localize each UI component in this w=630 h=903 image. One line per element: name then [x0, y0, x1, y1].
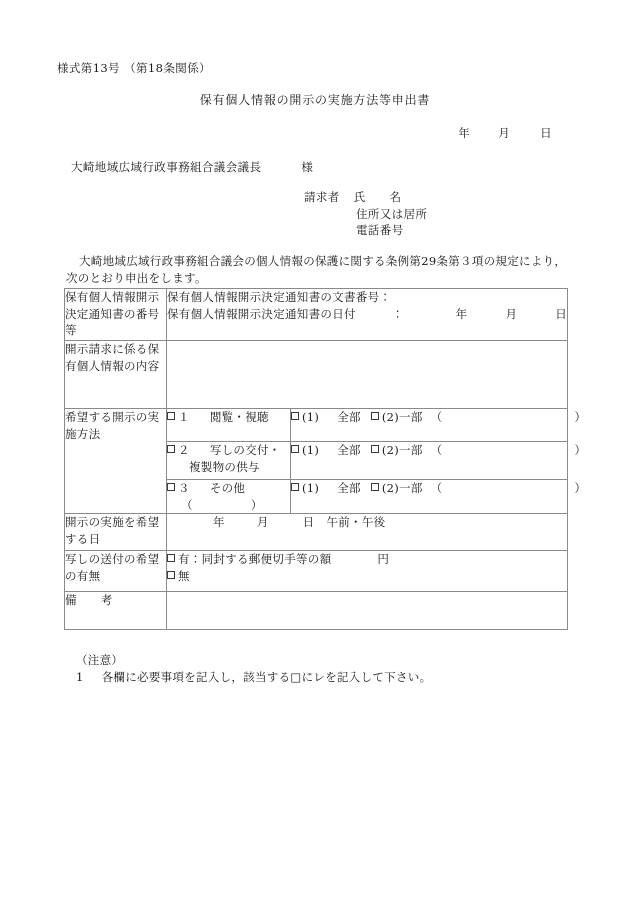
method-option-1-line	[167, 410, 269, 424]
intro-paragraph: 大崎地域広域行政事務組合議会の個人情報の保護に関する条例第29条第３項の規定により，次のとおり申出をします。	[66, 254, 567, 285]
method-option-1-number: １	[178, 410, 190, 424]
desired-date-month: 月	[256, 515, 269, 529]
scope-2-all-number: (1)	[302, 443, 320, 457]
table-row-desired-date	[65, 514, 568, 551]
label-method: 希望する開示の実施方法	[65, 409, 167, 514]
cell-method-option-2[interactable]	[167, 442, 291, 480]
cell-method-option-3[interactable]	[167, 480, 291, 514]
label-remarks-part2: 考	[100, 593, 113, 607]
scope-1-paren-open: （	[430, 410, 443, 424]
label-desired-date: 開示の実施を希望する日	[65, 514, 167, 551]
desired-date-day: 日	[302, 515, 315, 529]
scope-1-all-number: (1)	[302, 410, 320, 424]
date-year-label: 年	[458, 126, 471, 140]
checkbox-scope-2-all-icon[interactable]	[291, 445, 299, 453]
notice-day-label: 日	[555, 306, 568, 321]
requester-name-label2: 名	[389, 190, 402, 204]
scope-2-part-label: 一部	[399, 443, 423, 457]
desired-date-ampm[interactable]: 午前・午後	[326, 515, 386, 529]
notice-doc-number-label: 保有個人情報開示決定通知書の文書番号	[167, 290, 380, 304]
notice-doc-date-colon: ：	[391, 306, 404, 321]
table-row-method-1	[65, 409, 568, 442]
table-row-request-content	[65, 341, 568, 409]
cell-method-option-1[interactable]	[167, 409, 291, 442]
label-request-content: 開示請求に係る保有個人情報の内容	[65, 341, 167, 409]
table-row-remarks	[65, 592, 568, 630]
note-item-1-text: 各欄に必要事項を記入し，該当する□にレを記入して下さい。	[101, 670, 432, 684]
scope-2-part-number: (2)	[381, 443, 400, 457]
cell-desired-date[interactable]	[167, 514, 568, 551]
requester-name-label: 氏	[353, 190, 366, 204]
notice-month-label: 月	[505, 306, 518, 321]
checkbox-method-3-icon[interactable]	[167, 483, 175, 491]
scope-3-paren-open: （	[430, 481, 443, 495]
notice-year-label: 年	[455, 306, 468, 321]
notice-doc-number-colon: ：	[379, 290, 392, 304]
scope-1-paren-close: ）	[574, 410, 587, 424]
cell-scope-1[interactable]	[291, 409, 587, 442]
notes-block	[76, 652, 431, 686]
cell-copy-delivery[interactable]	[167, 551, 568, 592]
requester-name-row	[304, 189, 427, 206]
scope-3-part-number: (2)	[381, 481, 400, 495]
method-option-1-text: 閲覧・視聴	[209, 410, 269, 424]
method-option-3-paren-close: ）	[250, 497, 263, 512]
copy-delivery-no-line[interactable]	[167, 568, 567, 585]
page-title: 保有個人情報の開示の実施方法等申出書	[199, 93, 431, 107]
notes-heading: （注意）	[76, 653, 124, 667]
checkbox-copy-no-icon[interactable]	[167, 571, 175, 579]
label-remarks-part1: 備	[65, 593, 77, 607]
date-month-label: 月	[498, 126, 511, 140]
notice-doc-date-label: 保有個人情報開示決定通知書の日付	[167, 306, 356, 321]
checkbox-scope-1-part-icon[interactable]	[371, 412, 379, 420]
table-row-copy-delivery	[65, 551, 568, 592]
method-option-2-text2: 複製物の供与	[189, 459, 260, 474]
scope-3-all-number: (1)	[302, 481, 320, 495]
note-item-1	[76, 669, 431, 686]
label-notice-number: 保有個人情報開示決定通知書の番号等	[65, 289, 167, 341]
notice-doc-date-line	[167, 306, 567, 323]
label-copy-delivery: 写しの送付の希望の有無	[65, 551, 167, 592]
notice-doc-number-line	[167, 289, 567, 306]
scope-1-part-number: (2)	[381, 410, 400, 424]
method-option-2-text: 写しの交付・	[209, 443, 281, 457]
scope-line-3	[291, 481, 586, 495]
form-number: 様式第13号 （第18条関係）	[57, 61, 211, 75]
cell-request-content[interactable]	[167, 341, 568, 409]
cell-scope-2[interactable]	[291, 442, 587, 480]
checkbox-scope-3-part-icon[interactable]	[371, 483, 379, 491]
scope-3-all-label: 全部	[337, 481, 361, 495]
submission-date-line	[0, 125, 630, 141]
addressee-honorific: 様	[301, 160, 314, 174]
addressee-name: 大崎地域広域行政事務組合議会議長	[71, 160, 262, 174]
cell-remarks[interactable]	[167, 592, 568, 630]
addressee	[71, 159, 313, 175]
method-option-2-number: ２	[178, 443, 190, 457]
label-remarks	[65, 592, 167, 630]
method-option-2-line	[167, 443, 281, 457]
date-day-label: 日	[540, 126, 552, 140]
scope-3-paren-close: ）	[574, 481, 587, 495]
copy-delivery-yen: 円	[377, 552, 390, 566]
method-option-3-paren-open: （	[181, 497, 193, 512]
checkbox-method-1-icon[interactable]	[167, 412, 175, 420]
scope-1-part-label: 一部	[399, 410, 423, 424]
cell-notice-number	[167, 289, 568, 341]
scope-line-1	[291, 410, 586, 424]
method-option-3-number: ３	[178, 481, 190, 495]
desired-date-line	[167, 515, 385, 529]
checkbox-method-2-icon[interactable]	[167, 445, 175, 453]
copy-delivery-yes-line[interactable]	[167, 551, 567, 568]
method-option-3-paren[interactable]	[167, 497, 290, 514]
checkbox-copy-yes-icon[interactable]	[167, 554, 175, 562]
requester-address-row: 住所又は居所	[356, 206, 428, 221]
desired-date-year: 年	[213, 515, 225, 529]
scope-2-paren-open: （	[430, 443, 443, 457]
scope-2-paren-close: ）	[574, 443, 587, 457]
copy-delivery-no-label: 無	[178, 568, 190, 583]
requester-label: 請求者	[304, 190, 340, 204]
scope-line-2	[291, 443, 586, 457]
scope-3-part-label: 一部	[399, 481, 423, 495]
method-option-3-text: その他	[209, 481, 246, 495]
table-row-notice-number	[65, 289, 568, 341]
scope-1-all-label: 全部	[337, 410, 361, 424]
method-option-3-line	[167, 481, 245, 495]
requester-phone-row: 電話番号	[356, 223, 404, 237]
note-item-1-number: 1	[76, 670, 84, 684]
scope-2-all-label: 全部	[337, 443, 361, 457]
application-table	[64, 288, 587, 630]
requester-block	[304, 189, 427, 239]
cell-scope-3[interactable]	[291, 480, 587, 514]
copy-delivery-yes-label: 有：同封する郵便切手等の額	[178, 552, 332, 566]
checkbox-scope-3-all-icon[interactable]	[291, 483, 299, 491]
checkbox-scope-1-all-icon[interactable]	[291, 412, 299, 420]
checkbox-scope-2-part-icon[interactable]	[371, 445, 379, 453]
